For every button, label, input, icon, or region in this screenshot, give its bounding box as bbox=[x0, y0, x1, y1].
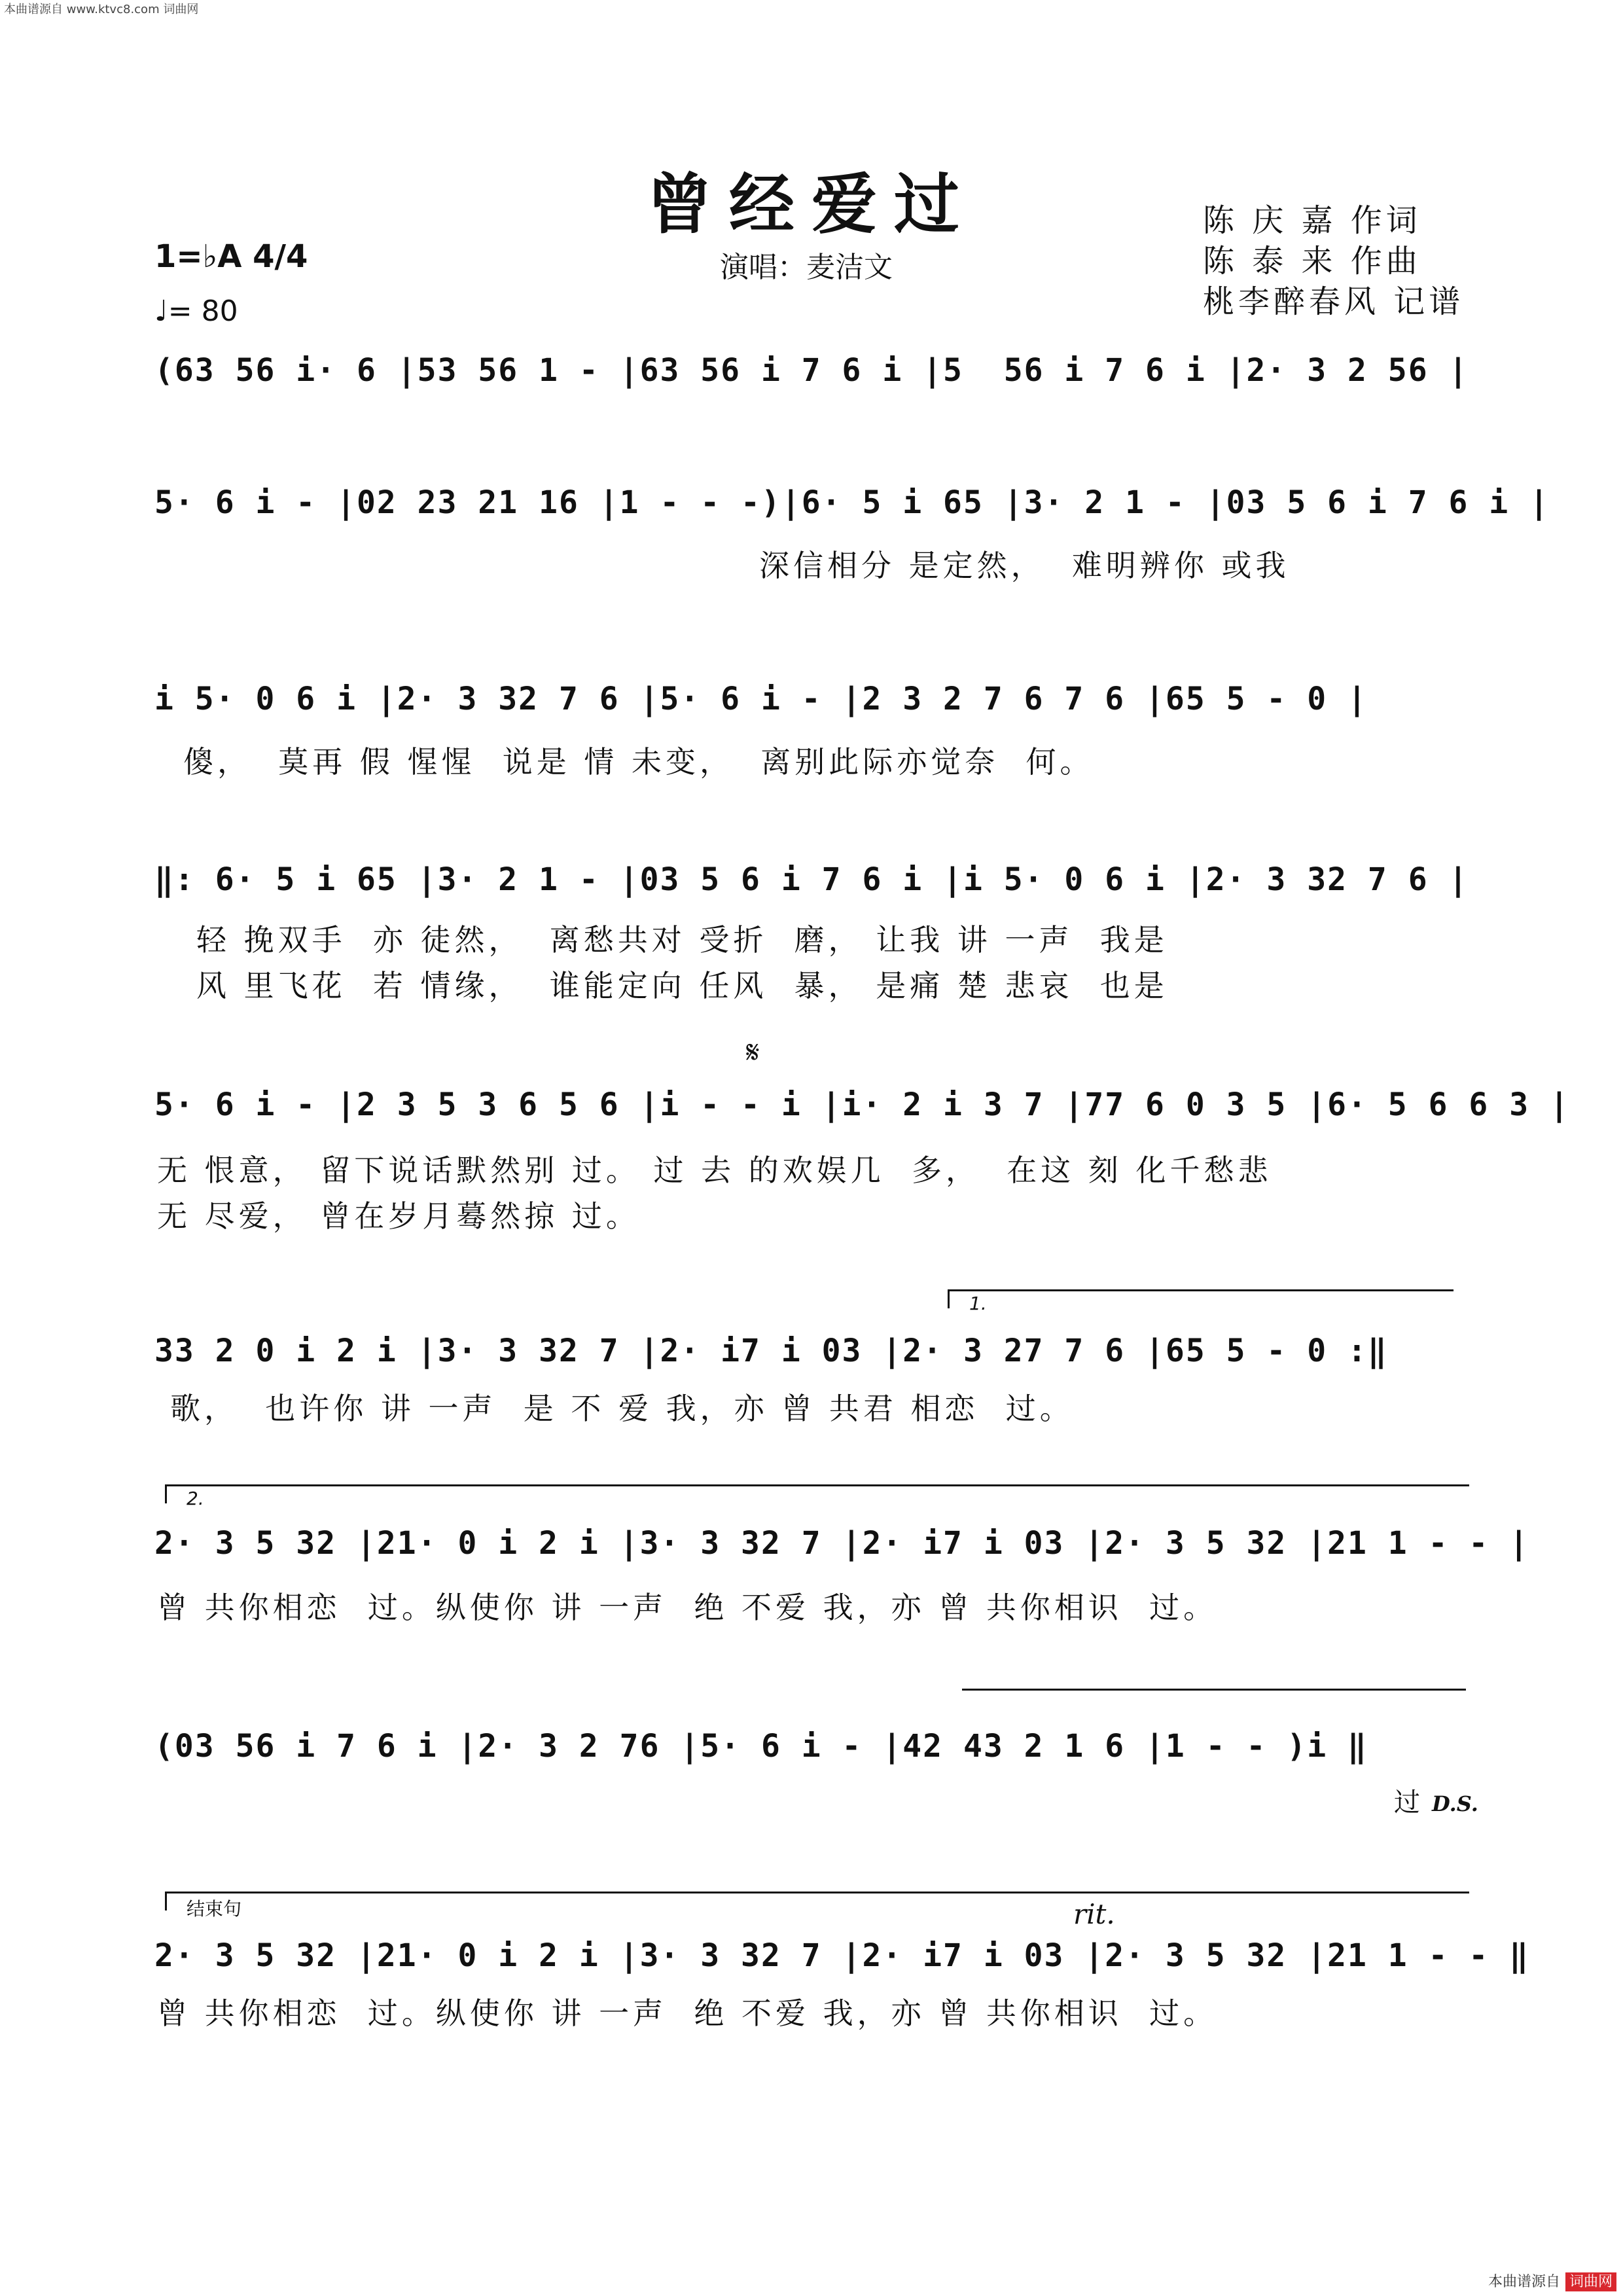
volta-1-label: 1. bbox=[969, 1293, 987, 1314]
ds-lyric: 过 bbox=[1394, 1787, 1420, 1818]
lyric-line-3: 傻， 莫再 假 惺惺 说是 情 未变， 离别此际亦觉奈 何。 bbox=[183, 744, 1094, 780]
song-title: 曾经爱过 bbox=[647, 166, 976, 243]
bracket-line-8 bbox=[962, 1689, 1466, 1708]
watermark-top: 本曲谱源自 www.ktvc8.com 词曲网 bbox=[4, 3, 199, 16]
notation-line-3: i 5· 0 6 i |2· 3 32 7 6 |5· 6 i - |2 3 2 7 6 7 6 |65 5 - 0 | bbox=[154, 681, 1368, 717]
notation-line-8: (03 56 i 7 6 i |2· 3 2 76 |5· 6 i - |42 43 2 1 6 |1 - - )i ‖ bbox=[154, 1728, 1368, 1765]
lyric-line-6: 歌， 也许你 讲 一声 是 不 爱 我，亦 曾 共君 相恋 过。 bbox=[170, 1391, 1074, 1426]
notation-line-2: 5· 6 i - |02 23 21 16 |1 - - -)|6· 5 i 65 |3· 2 1 - |03 5 6 i 7 6 i | bbox=[154, 484, 1550, 521]
credits bbox=[1203, 200, 1464, 322]
volta-1-bracket bbox=[948, 1289, 1454, 1314]
credit-transcriber: 桃李醉春风 记谱 bbox=[1203, 283, 1465, 320]
volta-2-bracket bbox=[165, 1484, 1469, 1509]
notation-line-1: (63 56 i· 6 |53 56 1 - |63 56 i 7 6 i |5 56 i 7 6 i |2· 3 2 56 | bbox=[154, 352, 1469, 389]
notation-line-5: 5· 6 i - |2 3 5 3 6 5 6 |i - - i |i· 2 i 3 7 |77 6 0 3 5 |6· 5 6 6 3 | bbox=[154, 1086, 1570, 1123]
credit-composer: 陈 泰 来 作曲 bbox=[1203, 243, 1421, 279]
dal-segno-mark bbox=[1394, 1782, 1478, 1819]
volta-2-label: 2. bbox=[187, 1488, 204, 1509]
segno-sign: 𝄋 bbox=[746, 1034, 760, 1071]
watermark-brand: 词曲网 bbox=[1565, 2272, 1616, 2291]
notation-line-9: 2· 3 5 32 |21· 0 i 2 i |3· 3 32 7 |2· i7 i 03 |2· 3 5 32 |21 1 - - ‖ bbox=[154, 1937, 1530, 1974]
watermark-bottom bbox=[1488, 2270, 1616, 2291]
lyric-line-4a: 轻 挽双手 亦 徒然， 离愁共对 受折 磨， 让我 讲 一声 我是 bbox=[196, 922, 1168, 958]
key-signature: 1=♭A 4/4 bbox=[154, 238, 308, 275]
lyric-line-5a: 无 恨意， 留下说话默然别 过。 过 去 的欢娱几 多， 在这 刻 化千愁悲 bbox=[157, 1153, 1272, 1188]
coda-label: 结束句 bbox=[187, 1898, 242, 1920]
watermark-bottom-text: 本曲谱源自 bbox=[1488, 2274, 1560, 2290]
notation-line-4: ‖: 6· 5 i 65 |3· 2 1 - |03 5 6 i 7 6 i |i 5· 0 6 i |2· 3 32 7 6 | bbox=[154, 861, 1469, 898]
tempo-mark: ♩= 80 bbox=[154, 295, 238, 328]
lyric-line-2: 深信相分 是定然， 难明辨你 或我 bbox=[759, 548, 1290, 583]
ds-label: D.S. bbox=[1432, 1791, 1478, 1816]
singer: 演唱：麦洁文 bbox=[720, 251, 893, 284]
rit-mark: rit. bbox=[1073, 1898, 1115, 1930]
notation-line-6: 33 2 0 i 2 i |3· 3 32 7 |2· i7 i 03 |2· 3 27 7 6 |65 5 - 0 :‖ bbox=[154, 1333, 1388, 1369]
credit-lyricist: 陈 庆 嘉 作词 bbox=[1203, 202, 1421, 239]
lyric-line-5b: 无 尽爱， 曾在岁月蓦然掠 过。 bbox=[157, 1198, 640, 1234]
lyric-line-9: 曾 共你相恋 过。纵使你 讲 一声 绝 不爱 我，亦 曾 共你相识 过。 bbox=[157, 1996, 1218, 2031]
lyric-line-7: 曾 共你相恋 过。纵使你 讲 一声 绝 不爱 我，亦 曾 共你相识 过。 bbox=[157, 1590, 1218, 1625]
lyric-line-4b: 风 里飞花 若 情缘， 谁能定向 任风 暴， 是痛 楚 悲哀 也是 bbox=[196, 968, 1168, 1003]
notation-line-7: 2· 3 5 32 |21· 0 i 2 i |3· 3 32 7 |2· i7 i 03 |2· 3 5 32 |21 1 - - | bbox=[154, 1525, 1530, 1562]
